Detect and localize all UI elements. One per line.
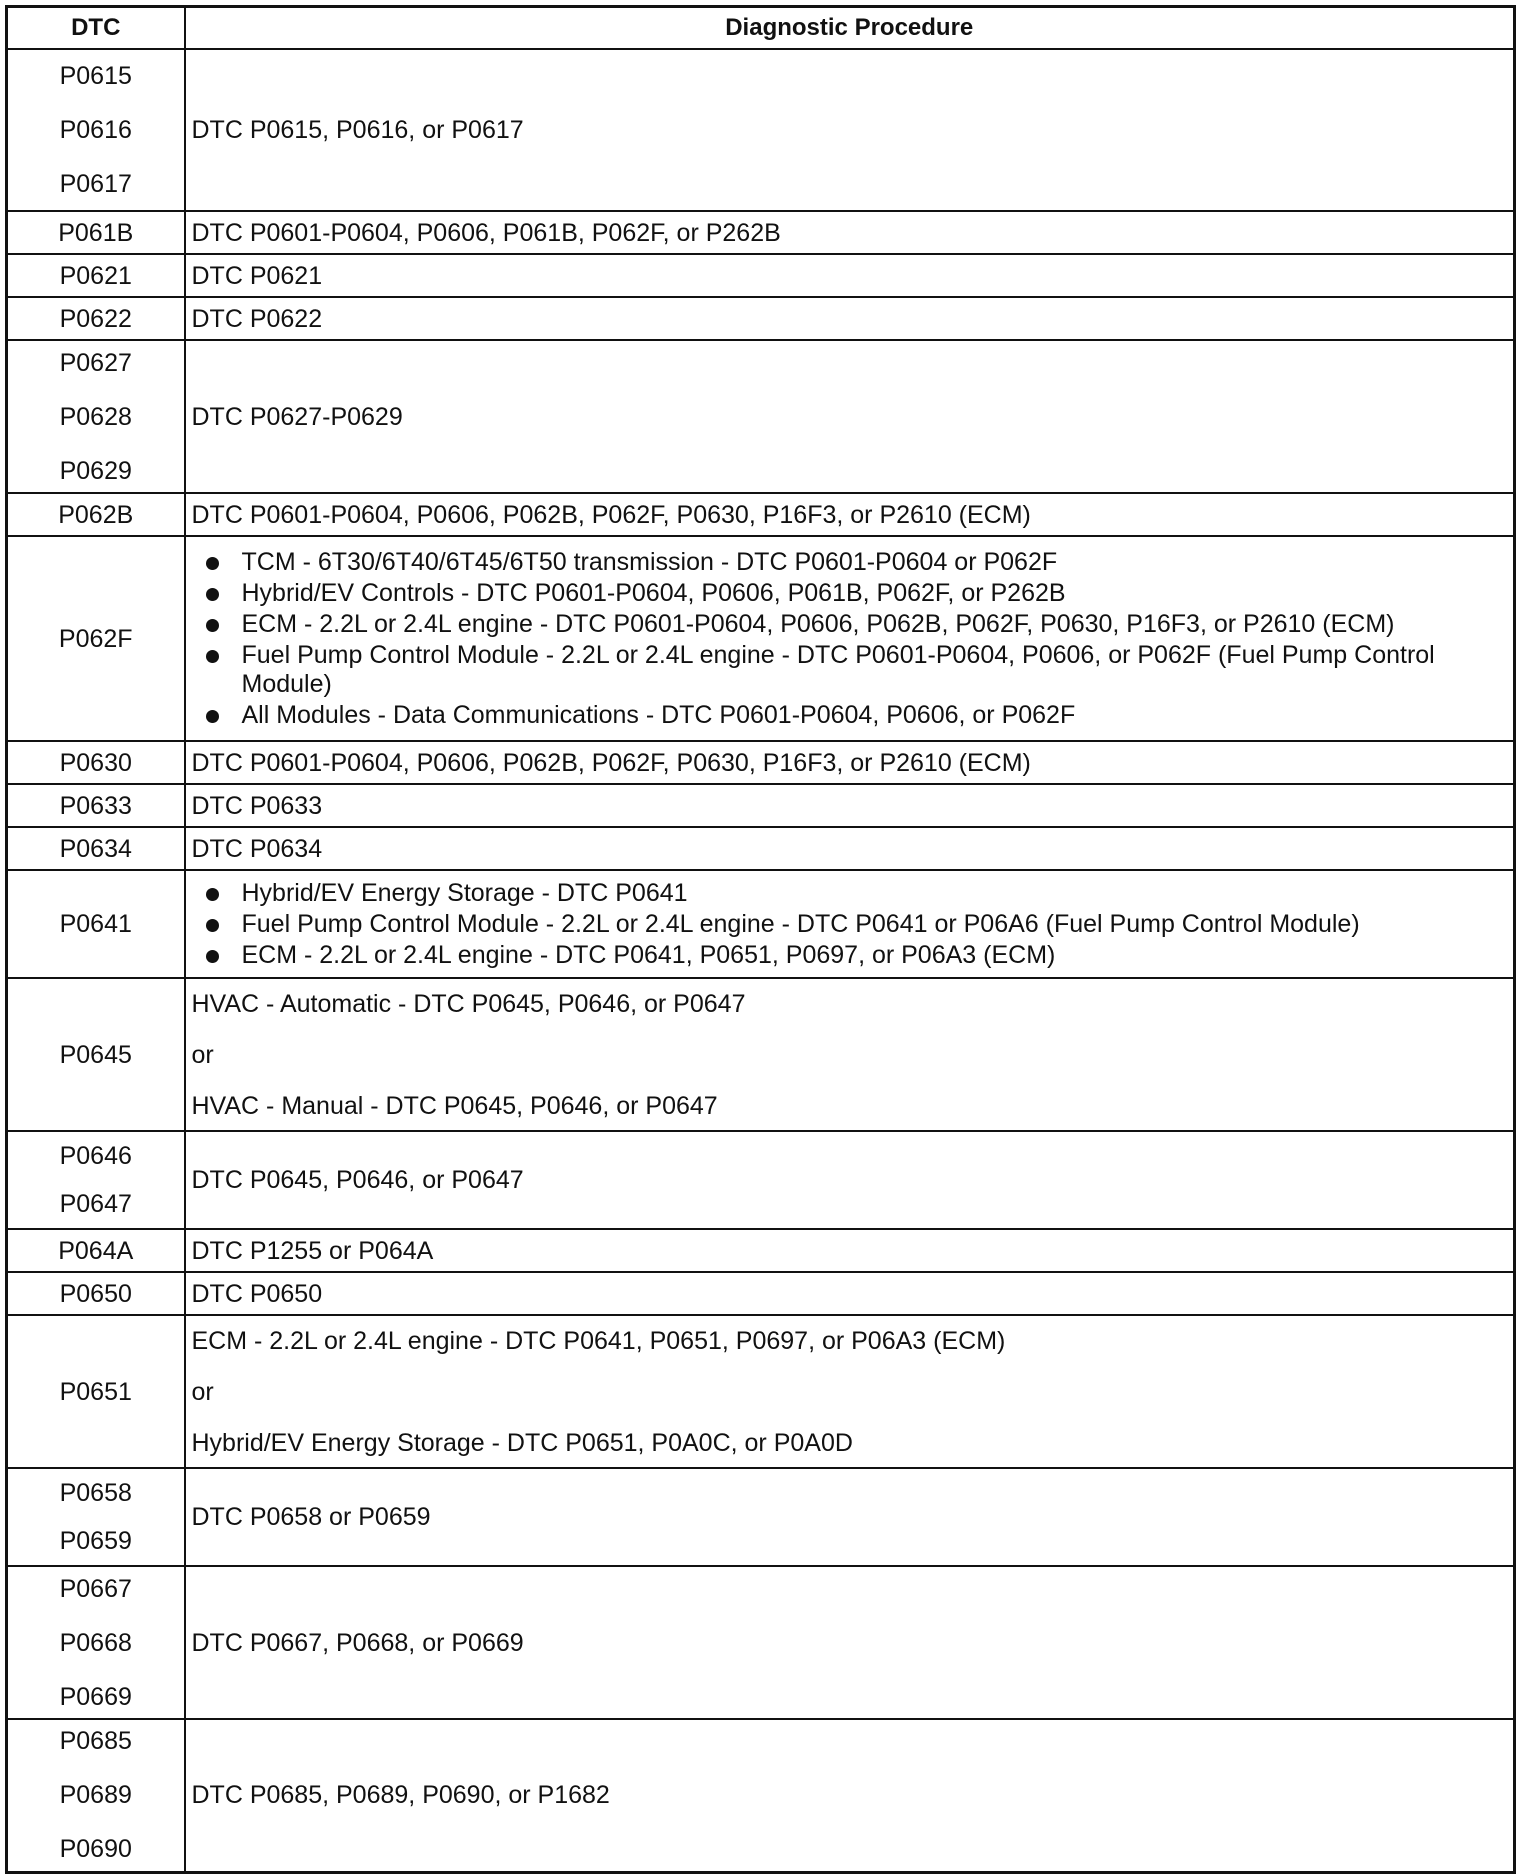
table-row: [7, 870, 1515, 978]
list-item: [192, 910, 1508, 939]
table-row: [7, 784, 1515, 827]
procedure-cell: [185, 978, 1515, 1131]
bullet-icon: [206, 710, 219, 723]
dtc-code: P0629: [59, 456, 132, 485]
procedure-bullet-list: [192, 548, 1508, 730]
list-item: [192, 641, 1508, 699]
bullet-icon: [206, 557, 219, 570]
dtc-code: P0627: [59, 348, 132, 377]
dtc-code-cell: [7, 340, 185, 493]
procedure-cell: DTC P0634: [185, 827, 1515, 870]
dtc-code: P0659: [59, 1527, 132, 1555]
bullet-text: ECM - 2.2L or 2.4L engine - DTC P0641, P0651, P0697, or P06A3 (ECM): [241, 940, 1056, 969]
procedure-cell: [185, 536, 1515, 741]
column-header-procedure: Diagnostic Procedure: [185, 7, 1515, 50]
table-row: [7, 340, 1515, 493]
dtc-code-cell: P0621: [7, 254, 185, 297]
bullet-icon: [206, 888, 219, 901]
list-item: [192, 610, 1508, 639]
bullet-icon: [206, 619, 219, 632]
dtc-code: P0615: [59, 62, 132, 90]
dtc-code: P0685: [59, 1727, 132, 1756]
table-header-row: [7, 7, 1515, 50]
table-row: [7, 1468, 1515, 1566]
dtc-code-cell: P0641: [7, 870, 185, 978]
dtc-code-cell: P062B: [7, 493, 185, 536]
dtc-code: P0617: [59, 170, 132, 198]
procedure-cell: DTC P0667, P0668, or P0669: [185, 1566, 1515, 1719]
dtc-code: P0616: [59, 116, 132, 144]
dtc-code-cell: P0630: [7, 741, 185, 784]
procedure-cell: DTC P0622: [185, 297, 1515, 340]
procedure-cell: DTC P0615, P0616, or P0617: [185, 49, 1515, 211]
procedure-cell: [185, 870, 1515, 978]
procedure-alternative: HVAC - Manual - DTC P0645, P0646, or P0647: [191, 1091, 718, 1120]
procedure-cell: DTC P0645, P0646, or P0647: [185, 1131, 1515, 1229]
list-item: [192, 879, 1508, 908]
procedure-cell: DTC P0658 or P0659: [185, 1468, 1515, 1566]
dtc-code-cell: P0634: [7, 827, 185, 870]
procedure-or-separator: or: [191, 1040, 214, 1069]
list-item: [192, 579, 1508, 608]
dtc-code-cell: P061B: [7, 211, 185, 254]
table-row: [7, 1315, 1515, 1468]
procedure-alternative: ECM - 2.2L or 2.4L engine - DTC P0641, P0651, P0697, or P06A3 (ECM): [191, 1326, 1006, 1355]
table-row: [7, 493, 1515, 536]
dtc-code-cell: P0645: [7, 978, 185, 1131]
table-row: [7, 1272, 1515, 1315]
table-row: [7, 1229, 1515, 1272]
table-row: [7, 978, 1515, 1131]
dtc-code: P0669: [59, 1682, 132, 1711]
list-item: [192, 701, 1508, 730]
dtc-code-cell: P0651: [7, 1315, 185, 1468]
dtc-code: P0658: [59, 1479, 132, 1507]
procedure-cell: [185, 1315, 1515, 1468]
dtc-code: P0646: [59, 1142, 132, 1170]
dtc-code-cell: P0622: [7, 297, 185, 340]
dtc-code-cell: [7, 1468, 185, 1566]
table-row: [7, 1131, 1515, 1229]
table-row: [7, 49, 1515, 211]
procedure-or-separator: or: [191, 1377, 214, 1406]
dtc-code-cell: P064A: [7, 1229, 185, 1272]
dtc-code-cell: [7, 1131, 185, 1229]
procedure-cell: DTC P1255 or P064A: [185, 1229, 1515, 1272]
bullet-icon: [206, 588, 219, 601]
bullet-text: TCM - 6T30/6T40/6T45/6T50 transmission - DTC P0601-P0604 or P062F: [241, 547, 1058, 576]
dtc-code-cell: P0633: [7, 784, 185, 827]
procedure-alternative: HVAC - Automatic - DTC P0645, P0646, or P0647: [191, 989, 746, 1018]
procedure-cell: DTC P0601-P0604, P0606, P062B, P062F, P0630, P16F3, or P2610 (ECM): [185, 741, 1515, 784]
dtc-code: P0668: [59, 1628, 132, 1657]
bullet-text: Fuel Pump Control Module - 2.2L or 2.4L engine - DTC P0601-P0604, P0606, or P062F (Fuel Pump Control Module): [241, 640, 1435, 698]
bullet-text: Hybrid/EV Energy Storage - DTC P0641: [241, 878, 688, 907]
table-row: [7, 1719, 1515, 1872]
dtc-code: P0667: [59, 1574, 132, 1603]
procedure-bullet-list: [192, 879, 1508, 970]
table-row: [7, 536, 1515, 741]
procedure-alternative: Hybrid/EV Energy Storage - DTC P0651, P0A0C, or P0A0D: [191, 1428, 853, 1457]
procedure-cell: DTC P0601-P0604, P0606, P061B, P062F, or P262B: [185, 211, 1515, 254]
list-item: [192, 941, 1508, 970]
dtc-code: P0689: [59, 1781, 132, 1810]
table-row: [7, 827, 1515, 870]
procedure-cell: DTC P0601-P0604, P0606, P062B, P062F, P0630, P16F3, or P2610 (ECM): [185, 493, 1515, 536]
table-row: [7, 1566, 1515, 1719]
bullet-icon: [206, 919, 219, 932]
procedure-cell: DTC P0633: [185, 784, 1515, 827]
table-row: [7, 741, 1515, 784]
dtc-code: P0628: [59, 402, 132, 431]
procedure-cell: DTC P0621: [185, 254, 1515, 297]
bullet-icon: [206, 650, 219, 663]
dtc-code-cell: P062F: [7, 536, 185, 741]
table-row: [7, 211, 1515, 254]
procedure-cell: DTC P0685, P0689, P0690, or P1682: [185, 1719, 1515, 1872]
document-page: [5, 5, 1513, 1864]
dtc-code: P0690: [59, 1835, 132, 1864]
bullet-text: All Modules - Data Communications - DTC P0601-P0604, P0606, or P062F: [241, 700, 1076, 729]
dtc-code-cell: [7, 49, 185, 211]
bullet-text: Hybrid/EV Controls - DTC P0601-P0604, P0606, P061B, P062F, or P262B: [241, 578, 1066, 607]
dtc-code-cell: [7, 1566, 185, 1719]
dtc-code-cell: P0650: [7, 1272, 185, 1315]
table-row: [7, 297, 1515, 340]
dtc-table: [5, 5, 1516, 1874]
column-header-dtc: DTC: [7, 7, 185, 50]
bullet-icon: [206, 950, 219, 963]
procedure-cell: DTC P0650: [185, 1272, 1515, 1315]
list-item: [192, 548, 1508, 577]
table-row: [7, 254, 1515, 297]
bullet-text: ECM - 2.2L or 2.4L engine - DTC P0601-P0604, P0606, P062B, P062F, P0630, P16F3, or P2610 (ECM): [241, 609, 1395, 638]
dtc-code-cell: [7, 1719, 185, 1872]
dtc-code: P0647: [59, 1190, 132, 1218]
bullet-text: Fuel Pump Control Module - 2.2L or 2.4L engine - DTC P0641 or P06A6 (Fuel Pump Control Module): [241, 909, 1360, 938]
procedure-cell: DTC P0627-P0629: [185, 340, 1515, 493]
